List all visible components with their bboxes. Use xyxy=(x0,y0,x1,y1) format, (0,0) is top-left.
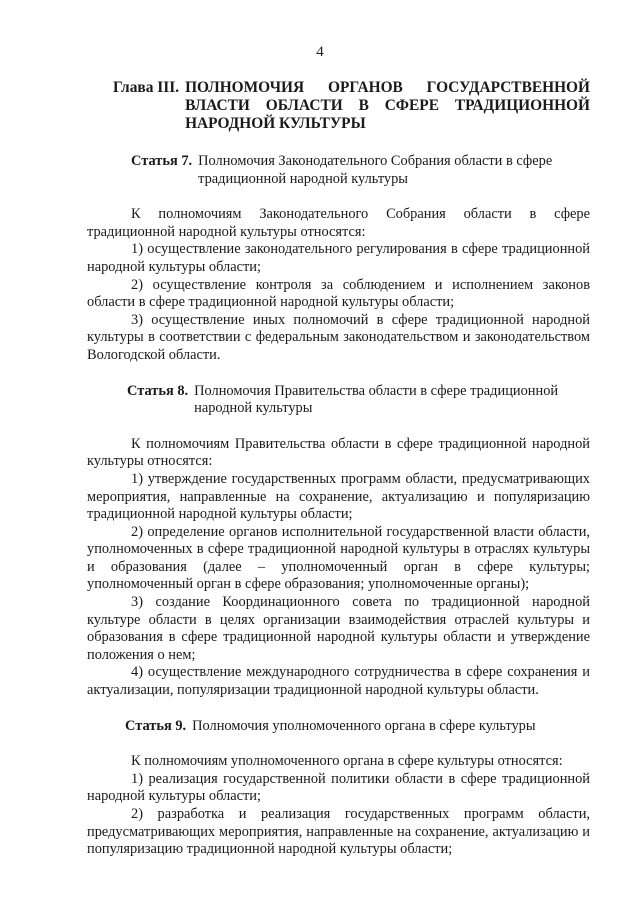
paragraph: 2) определение органов исполнительной государственной власти области, уполномоченных в сфере традиционной народной культуры в отраслях культуры и образования (далее – уполномоченный орган в сфере культуры; уполномоченный орган в сфере образования; уполномоченные органы); xyxy=(87,523,590,593)
paragraph: 2) осуществление контроля за соблюдением и исполнением законов области в сфере традиционной народной культуры области; xyxy=(87,276,590,311)
article-number: Статья 7. xyxy=(131,153,193,169)
paragraph: 1) осуществление законодательного регулирования в сфере традиционной народной культуры области; xyxy=(87,241,590,275)
page-number: 4 xyxy=(316,44,324,60)
article-title: Полномочия Законодательного Собрания области в сфере традиционной народной культуры xyxy=(198,153,553,187)
paragraph: 1) утверждение государственных программ области, предусматривающих мероприятия, направленные на сохранение, актуализацию и популяризацию традиционной народной культуры области; xyxy=(87,470,590,523)
paragraph: 1) реализация государственной политики области в сфере традиционной народной культуры области; xyxy=(87,770,590,805)
article-number: Статья 8. xyxy=(127,382,189,399)
chapter-title: ПОЛНОМОЧИЯ ОРГАНОВ ГОСУДАРСТВЕННОЙ ВЛАСТИ ОБЛАСТИ В СФЕРЕ ТРАДИЦИОННОЙ НАРОДНОЙ КУЛЬТУРЫ xyxy=(185,79,590,132)
chapter-heading xyxy=(113,79,590,133)
article-number: Статья 9. xyxy=(125,717,187,734)
paragraph: К полномочиям Правительства области в сфере традиционной народной культуры относятся: xyxy=(87,435,590,470)
paragraph: 2) разработка и реализация государственных программ области, предусматривающих мероприятия, направленные на сохранение, актуализацию и популяризацию традиционной народной культуры области; xyxy=(87,806,590,858)
article-heading xyxy=(127,383,590,418)
article-heading xyxy=(131,153,590,188)
article-body xyxy=(87,753,590,859)
paragraph: 4) осуществление международного сотрудничества в сфере сохранения и актуализации, популяризации традиционной народной культуры области. xyxy=(87,664,590,699)
article-title: Полномочия уполномоченного органа в сфере культуры xyxy=(192,717,536,734)
paragraph: 3) осуществление иных полномочий в сфере традиционной народной культуры в соответствии с федеральным законодательством и законодательством Вологодской области. xyxy=(87,311,590,363)
article-body xyxy=(87,436,590,700)
document-body xyxy=(87,79,590,875)
article-heading xyxy=(125,718,590,736)
article-body xyxy=(87,206,590,364)
chapter-number: Глава III. xyxy=(113,79,180,96)
paragraph: К полномочиям уполномоченного органа в сфере культуры относятся: xyxy=(131,753,563,770)
paragraph: К полномочиям Законодательного Собрания области в сфере традиционной народной культуры относятся: xyxy=(87,206,590,240)
paragraph: 3) создание Координационного совета по традиционной народной культуре области в целях организации взаимодействия отраслей культуры и образования в сфере традиционной народной культуры области и утверждение положения о нем; xyxy=(87,594,590,663)
article-title: Полномочия Правительства области в сфере традиционной народной культуры xyxy=(194,382,559,417)
